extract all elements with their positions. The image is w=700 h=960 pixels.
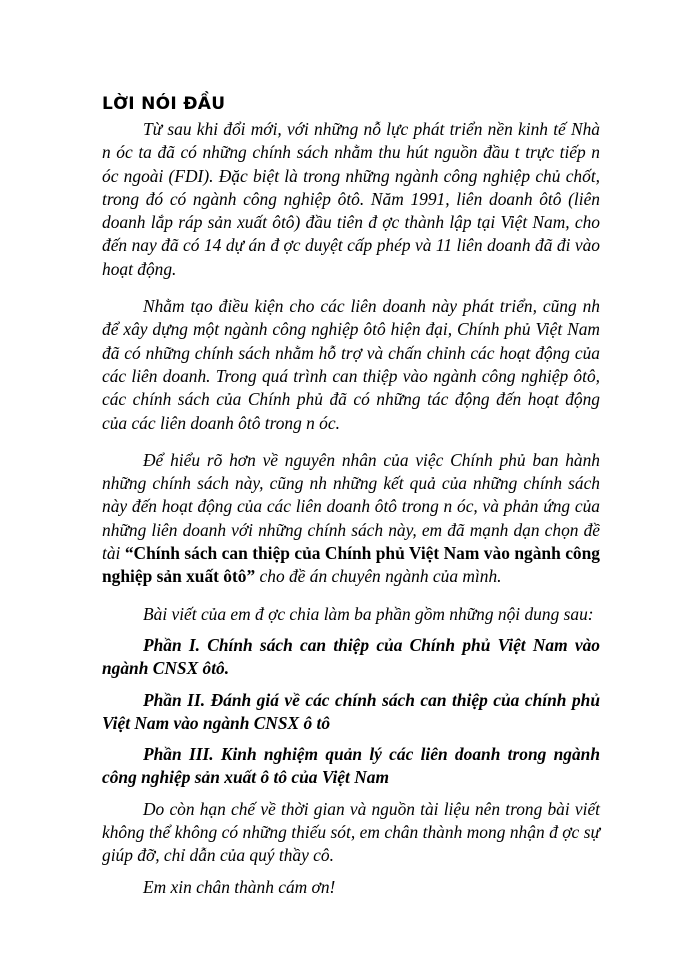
paragraph-part-1: Phần I. Chính sách can thiệp của Chính phủ Việt Nam vào ngành CNSX ôtô. — [102, 634, 600, 679]
page-title: LỜI NÓI ĐẦU — [102, 94, 226, 114]
topic-intro-text: Để hiểu rõ hơn về nguyên nhân của việc Chính phủ ban hành những chính sách này, cũng nh những kết quả của những chính sách này đến hoạt động của các liên doanh ôtô trong n óc, và phản ứng của những liên doanh với những chính sách này, em đã mạnh dạn chọn đề tài — [102, 449, 600, 564]
paragraph-thanks: Em xin chân thành cám ơn! — [143, 876, 336, 897]
paragraph-topic — [102, 449, 600, 589]
paragraph-intro: Từ sau khi đổi mới, với những nỗ lực phát triển nền kinh tế Nhà n óc ta đã có những chính sách nhằm thu hút nguồn đầu t trực tiếp n óc ngoài (FDI). Đặc biệt là trong những ngành công nghiệp chủ chốt, trong đó có ngành công nghiệp ôtô. Năm 1991, liên doanh ôtô (liên doanh lắp ráp sản xuất ôtô) đầu tiên đ ợc thành lập tại Việt Nam, cho đến nay đã có 14 dự án đ ợc duyệt cấp phép và 11 liên doanh đã đi vào hoạt động. — [102, 119, 600, 279]
paragraph-government-support: Nhằm tạo điều kiện cho các liên doanh này phát triển, cũng nh để xây dựng một ngành công nghiệp ôtô hiện đại, Chính phủ Việt Nam đã có những chính sách nhằm hỗ trợ và chấn chỉnh các hoạt động của các liên doanh. Trong quá trình can thiệp vào ngành công nghiệp ôtô, các chính sách của Chính phủ đã có những tác động đến hoạt động của các liên doanh ôtô trong n óc. — [102, 296, 600, 433]
document-body — [102, 118, 600, 907]
paragraph-limitations: Do còn hạn chế về thời gian và nguồn tài liệu nên trong bài viết không thể không có những thiếu sót, em chân thành mong nhận đ ợc sự giúp đỡ, chỉ dẫn của quý thầy cô. — [102, 798, 600, 866]
paragraph-part-3: Phần III. Kinh nghiệm quản lý các liên doanh trong ngành công nghiệp sản xuất ô tô của Việt Nam — [102, 744, 600, 788]
paragraph-structure: Bài viết của em đ ợc chia làm ba phần gồm những nội dung sau: — [143, 603, 594, 624]
topic-closing-text: cho đề án chuyên ngành của mình. — [259, 566, 502, 587]
paragraph-part-2: Phần II. Đánh giá về các chính sách can thiệp của chính phủ Việt Nam vào ngành CNSX ô tô — [102, 689, 600, 733]
topic-title: “Chính sách can thiệp của Chính phủ Việt Nam vào ngành công nghiệp sản xuất ôtô” — [102, 543, 600, 587]
